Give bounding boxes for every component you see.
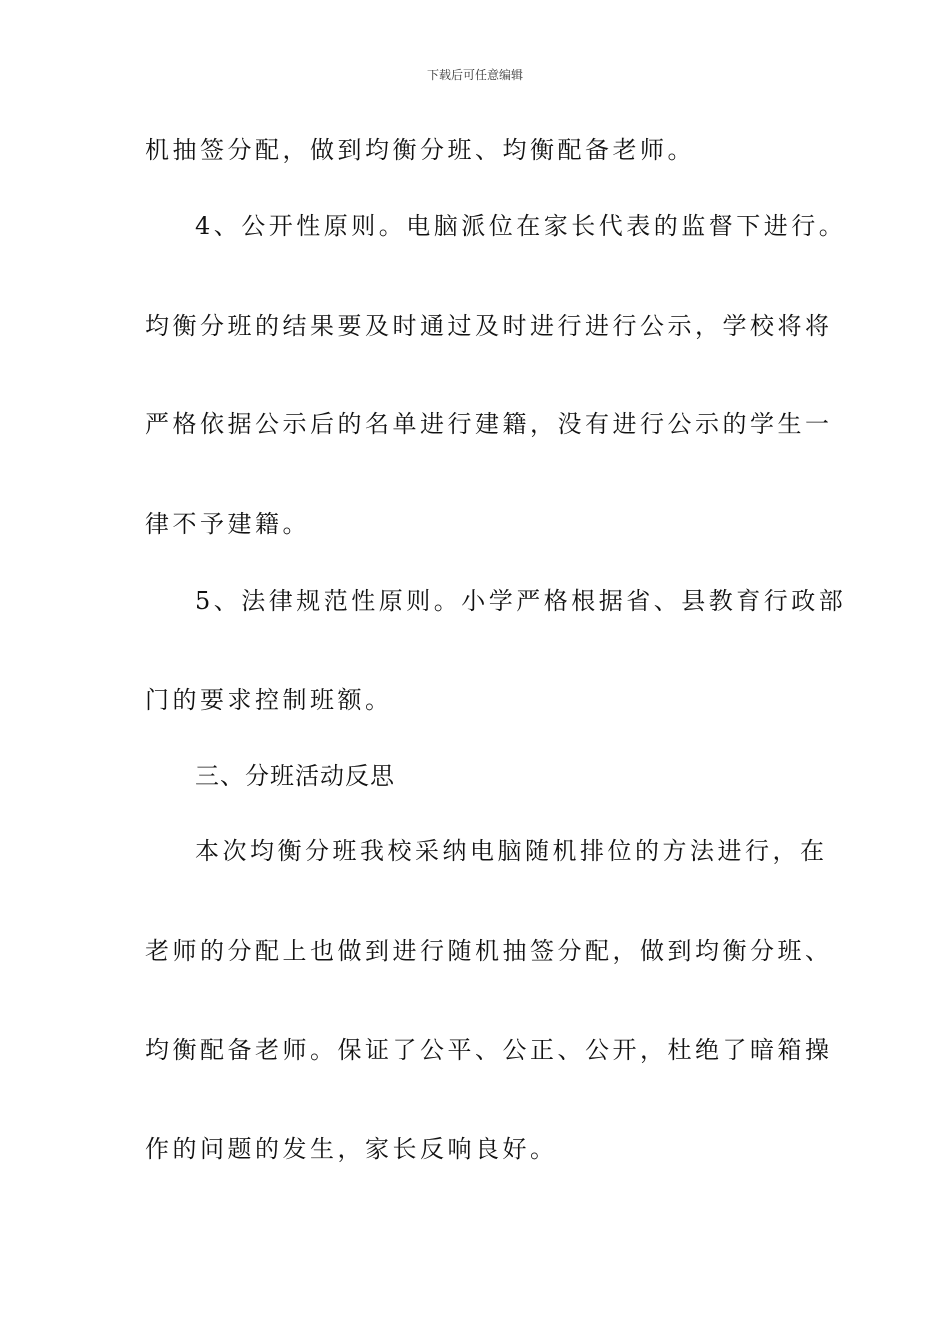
paragraph-line: 严格依据公示后的名单进行建籍，没有进行公示的学生一 <box>145 410 833 438</box>
paragraph-line: 门的要求控制班额。 <box>145 686 393 714</box>
paragraph-line: 老师的分配上也做到进行随机抽签分配，做到均衡分班、 <box>145 937 833 965</box>
paragraph-line: 作的问题的发生，家长反响良好。 <box>145 1135 558 1163</box>
paragraph-line: 本次均衡分班我校采纳电脑随机排位的方法进行，在 <box>195 837 828 865</box>
section-heading: 三、分班活动反思 <box>195 762 395 790</box>
page-header-note: 下载后可任意编辑 <box>426 68 523 82</box>
paragraph-line: 5、法律规范性原则。小学严格根据省、县教育行政部 <box>195 587 847 615</box>
paragraph-line: 均衡分班的结果要及时通过及时进行进行公示，学校将将 <box>145 312 833 340</box>
paragraph-line: 机抽签分配，做到均衡分班、均衡配备老师。 <box>145 136 695 164</box>
paragraph-line: 律不予建籍。 <box>145 510 310 538</box>
paragraph-line: 4、公开性原则。电脑派位在家长代表的监督下进行。 <box>195 212 847 240</box>
paragraph-line: 均衡配备老师。保证了公平、公正、公开，杜绝了暗箱操 <box>145 1036 833 1064</box>
